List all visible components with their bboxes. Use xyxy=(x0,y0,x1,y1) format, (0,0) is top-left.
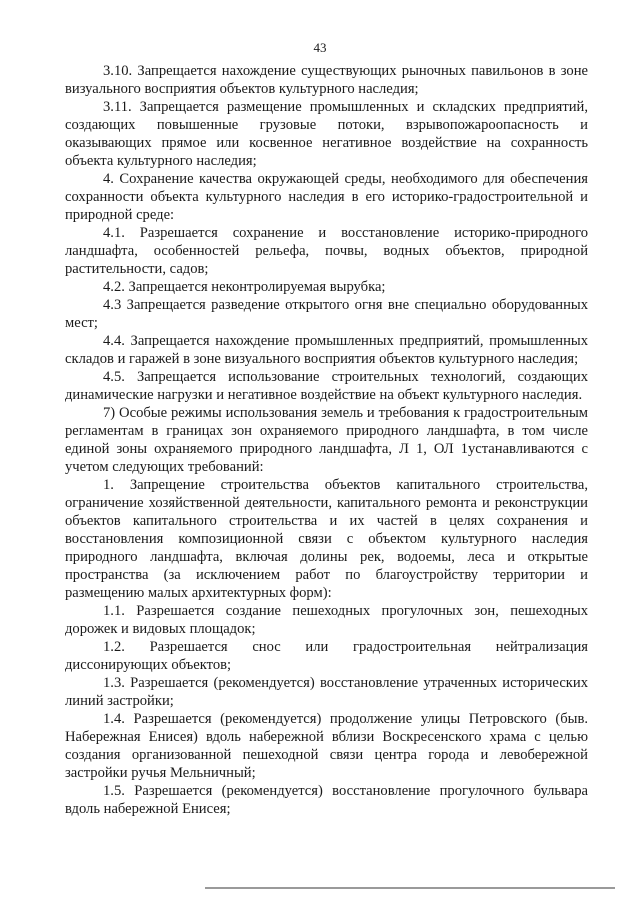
paragraph-1: 1. Запрещение строительства объектов капитального строительства, ограничение хозяйственной деятельности, капитального ремонта и реконструкции объектов капитального строительства и их частей в целях сохранения и восстановления композиционной связи с объектом культурного наследия природного ландшафта, включая долины рек, водоемы, леса и открытые пространства (за исключением работ по благоустройству территории и размещению малых архитектурных форм): xyxy=(65,477,588,601)
scan-edge-line xyxy=(205,887,615,889)
paragraph-4-1: 4.1. Разрешается сохранение и восстановление историко-природного ландшафта, особенностей рельефа, почвы, водных объектов, природной растительности, садов; xyxy=(65,225,588,277)
paragraph-7: 7) Особые режимы использования земель и требования к градостроительным регламентам в границах зон охраняемого природного ландшафта, в том числе единой зоны охраняемого природного ландшафта, Л 1, ОЛ 1устанавливаются с учетом следующих требований: xyxy=(65,405,588,475)
paragraph-4-3: 4.3 Запрещается разведение открытого огня вне специально оборудованных мест; xyxy=(65,297,588,331)
paragraph-1-1: 1.1. Разрешается создание пешеходных прогулочных зон, пешеходных дорожек и видовых площадок; xyxy=(65,603,588,637)
paragraph-1-4: 1.4. Разрешается (рекомендуется) продолжение улицы Петровского (быв. Набережная Енисея) вдоль набережной вблизи Воскресенского храма с целью создания организованной пешеходной связи центра города и левобережной застройки ручья Мельничный; xyxy=(65,711,588,781)
paragraph-4-4: 4.4. Запрещается нахождение промышленных предприятий, промышленных складов и гаражей в зоне визуального восприятия объектов культурного наследия; xyxy=(65,333,588,367)
paragraph-1-2: 1.2. Разрешается снос или градостроительная нейтрализация диссонирующих объектов; xyxy=(65,639,588,673)
document-body xyxy=(65,62,588,818)
paragraph-4-2: 4.2. Запрещается неконтролируемая вырубка; xyxy=(103,279,386,295)
page-number: 43 xyxy=(313,40,327,55)
paragraph-3-11: 3.11. Запрещается размещение промышленных и складских предприятий, создающих повышенные грузовые потоки, взрывопожароопасность и оказывающих прямое или косвенное негативное воздействие на сохранность объекта культурного наследия; xyxy=(65,99,588,169)
paragraph-1-5: 1.5. Разрешается (рекомендуется) восстановление прогулочного бульвара вдоль набережной Енисея; xyxy=(65,783,588,817)
paragraph-3-10: 3.10. Запрещается нахождение существующих рыночных павильонов в зоне визуального восприятия объектов культурного наследия; xyxy=(65,63,588,97)
paragraph-4-5: 4.5. Запрещается использование строительных технологий, создающих динамические нагрузки и негативное воздействие на объект культурного наследия. xyxy=(65,369,588,403)
paragraph-1-3: 1.3. Разрешается (рекомендуется) восстановление утраченных исторических линий застройки; xyxy=(65,675,588,709)
paragraph-4: 4. Сохранение качества окружающей среды, необходимого для обеспечения сохранности объекта культурного наследия в его историко-градостроительной и природной среде: xyxy=(65,171,588,223)
